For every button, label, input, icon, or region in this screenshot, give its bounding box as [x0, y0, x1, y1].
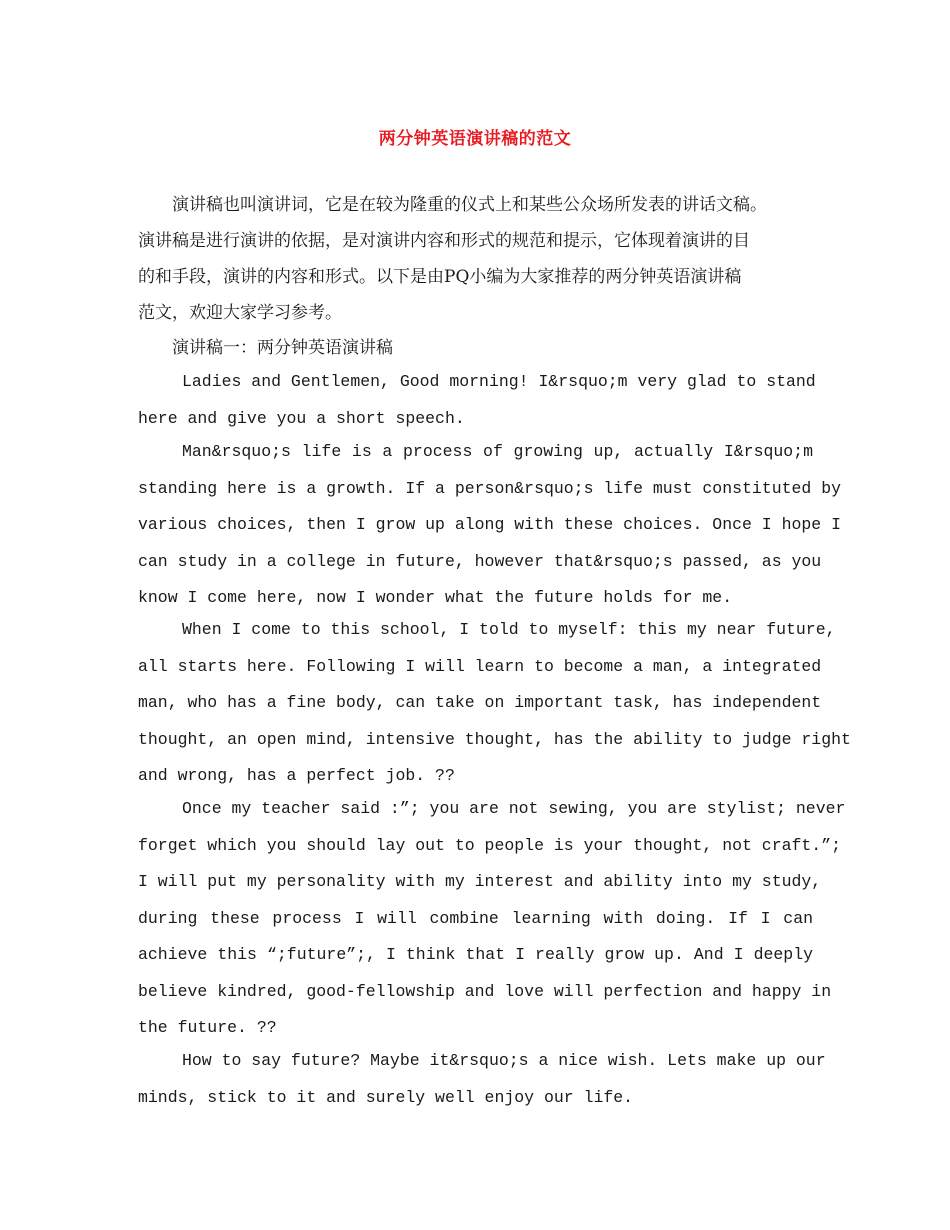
paragraph-line: the future. ??	[138, 1018, 277, 1037]
body-paragraph	[138, 434, 842, 617]
paragraph-line: man, who has a fine body, can take on important task, has independent	[138, 693, 822, 712]
body-paragraph	[138, 791, 846, 1047]
body-paragraph	[138, 1043, 826, 1116]
paragraph-line: all starts here. Following I will learn to become a man, a integrated	[138, 656, 822, 676]
paragraph-line: minds, stick to it and surely well enjoy our life.	[138, 1087, 634, 1107]
paragraph-line: believe kindred, good-fellowship and love will perfection and happy in	[138, 981, 832, 1001]
paragraph-line: here and give you a short speech.	[138, 408, 465, 428]
body-paragraph	[138, 612, 851, 795]
paragraph-line: When I come to this school, I told to myself: this my near future,	[182, 620, 836, 639]
paragraph-line: I will put my personality with my interest and ability into my study,	[138, 872, 822, 891]
paragraph-line: during these process I will combine learning with doing. If I can	[138, 908, 813, 928]
paragraph-line: How to say future? Maybe it&rsquo;s a nice wish. Lets make up our	[182, 1051, 826, 1070]
paragraph-line: forget which you should lay out to people is your thought, not craft.”;	[138, 835, 842, 855]
paragraph-line: achieve this “;future”;, I think that I really grow up. And I deeply	[138, 945, 813, 964]
paragraph-line: know I come here, now I wonder what the future holds for me.	[138, 588, 733, 607]
paragraph-line: various choices, then I grow up along with these choices. Once I hope I	[138, 515, 842, 534]
paragraph-line: Once my teacher said :”; you are not sewing, you are stylist; never	[182, 799, 846, 818]
intro-line: 演讲稿是进行演讲的依据，是对演讲内容和形式的规范和提示，它体现着演讲的目	[138, 231, 750, 251]
paragraph-line: can study in a college in future, however that&rsquo;s passed, as you	[138, 551, 822, 571]
paragraph-line: and wrong, has a perfect job. ??	[138, 766, 455, 785]
paragraph-line: Ladies and Gentlemen, Good morning! I&rsquo;m very glad to stand	[182, 372, 816, 391]
intro-line: 演讲稿也叫演讲词，它是在较为隆重的仪式上和某些公众场所发表的讲话文稿。	[138, 195, 767, 215]
document-title: 两分钟英语演讲稿的范文	[378, 129, 572, 149]
paragraph-line: thought, an open mind, intensive thought, has the ability to judge right	[138, 729, 851, 749]
body-paragraph	[138, 364, 816, 437]
paragraph-line: Man&rsquo;s life is a process of growing up, actually I&rsquo;m	[182, 442, 813, 461]
paragraph-line: standing here is a growth. If a person&rsquo;s life must constituted by	[138, 478, 842, 498]
intro-line: 范文，欢迎大家学习参考。	[138, 303, 342, 323]
intro-line: 的和手段，演讲的内容和形式。以下是由PQ小编为大家推荐的两分钟英语演讲稿	[138, 267, 742, 287]
section-heading: 演讲稿一：两分钟英语演讲稿	[138, 338, 393, 358]
